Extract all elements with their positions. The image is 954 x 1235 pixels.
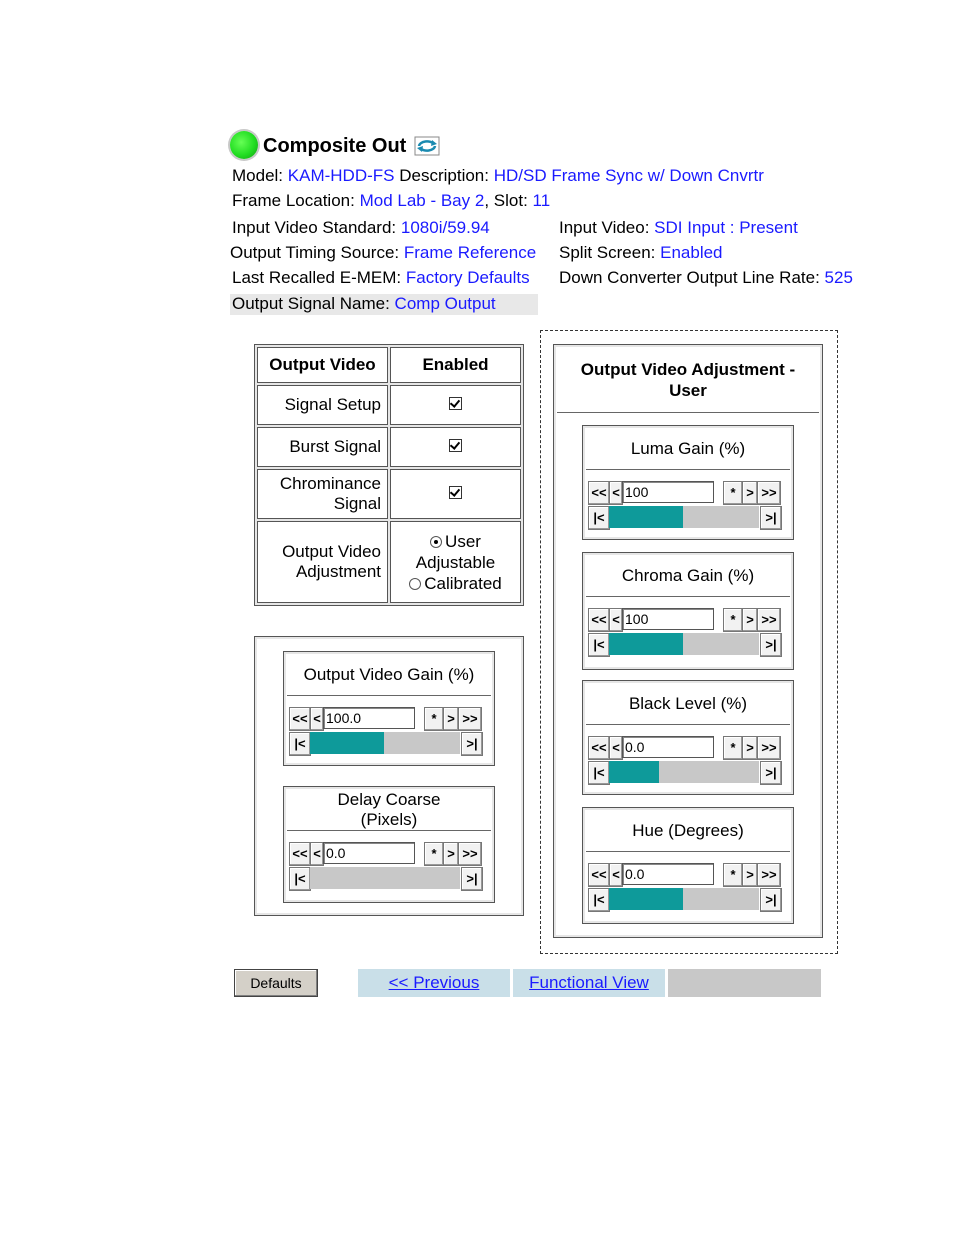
black-level-forward-button[interactable]: > <box>742 736 758 760</box>
description-value: HD/SD Frame Sync w/ Down Cnvrtr <box>493 166 764 185</box>
adjustment-title-line1: Output Video Adjustment - <box>580 360 796 379</box>
nav-spacer <box>668 969 821 997</box>
chroma-gain-fast-back-button[interactable]: << <box>588 608 610 632</box>
black-level-control <box>582 680 794 795</box>
output-video-gain-max-button[interactable]: >| <box>461 732 483 756</box>
delay-coarse-slider-track[interactable] <box>310 867 460 889</box>
black-level-title: Black Level (%) <box>586 684 790 725</box>
output-video-gain-value-input[interactable]: 100.0 <box>323 707 415 729</box>
input-standard-value: 1080i/59.94 <box>400 218 490 237</box>
calibrated-label: Calibrated <box>424 573 502 593</box>
hue-forward-button[interactable]: > <box>742 863 758 887</box>
slot-label: , Slot: <box>484 191 528 210</box>
input-standard-line <box>232 218 490 238</box>
luma-gain-slider-track[interactable] <box>609 506 759 528</box>
functional-view-nav-cell <box>513 969 665 997</box>
output-timing-line <box>230 243 536 263</box>
luma-gain-fast-forward-button[interactable]: >> <box>757 481 781 505</box>
delay-coarse-min-button[interactable]: |< <box>289 867 311 891</box>
output-video-gain-slider-fill <box>310 732 384 754</box>
chroma-gain-title: Chroma Gain (%) <box>586 556 790 597</box>
luma-gain-back-button[interactable]: < <box>609 481 623 505</box>
output-video-gain-fast-back-button[interactable]: << <box>289 707 311 731</box>
black-level-star-button[interactable]: * <box>723 736 743 760</box>
luma-gain-control <box>582 425 794 540</box>
black-level-max-button[interactable]: >| <box>760 761 782 785</box>
frame-location-value: Mod Lab - Bay 2 <box>359 191 485 210</box>
delay-coarse-max-button[interactable]: >| <box>461 867 483 891</box>
model-label: Model: <box>232 166 284 185</box>
frame-location-label: Frame Location: <box>232 191 355 210</box>
hue-fast-back-button[interactable]: << <box>588 863 610 887</box>
hue-slider-track[interactable] <box>609 888 759 910</box>
model-line <box>232 166 764 186</box>
split-screen-value: Enabled <box>660 243 723 262</box>
calibrated-option[interactable] <box>392 573 519 594</box>
delay-coarse-forward-button[interactable]: > <box>443 842 459 866</box>
input-video-value: SDI Input : Present <box>654 218 798 237</box>
hue-fast-forward-button[interactable]: >> <box>757 863 781 887</box>
output-video-gain-star-button[interactable]: * <box>424 707 444 731</box>
chroma-gain-fast-forward-button[interactable]: >> <box>757 608 781 632</box>
previous-nav-cell <box>358 969 510 997</box>
delay-coarse-fast-back-button[interactable]: << <box>289 842 311 866</box>
adjustment-options <box>390 521 521 603</box>
signal-setup-checkbox[interactable] <box>449 397 462 410</box>
hue-value-input[interactable]: 0.0 <box>622 863 714 885</box>
chrominance-label-line1: Chrominance <box>279 474 381 493</box>
user-adjustable-radio-icon[interactable] <box>430 536 442 548</box>
user-adjustable-option[interactable] <box>392 531 519 552</box>
user-option-line2: Adjustable <box>415 552 496 572</box>
down-converter-value: 525 <box>824 268 853 287</box>
adjustment-label-line1: Output Video <box>282 542 381 561</box>
down-converter-label: Down Converter Output Line Rate: <box>559 268 820 287</box>
input-video-label: Input Video: <box>559 218 650 237</box>
last-emem-line <box>232 268 530 288</box>
black-level-slider-track[interactable] <box>609 761 759 783</box>
chrominance-signal-checkbox[interactable] <box>449 486 462 499</box>
adjustment-title-line2: User <box>669 381 707 400</box>
chroma-gain-back-button[interactable]: < <box>609 608 623 632</box>
chrominance-signal-label <box>257 469 388 519</box>
chroma-gain-min-button[interactable]: |< <box>588 633 610 657</box>
black-level-min-button[interactable]: |< <box>588 761 610 785</box>
black-level-value-input[interactable]: 0.0 <box>622 736 714 758</box>
hue-title: Hue (Degrees) <box>586 811 790 852</box>
hue-min-button[interactable]: |< <box>588 888 610 912</box>
enabled-header: Enabled <box>390 347 521 383</box>
output-video-header: Output Video <box>257 347 388 383</box>
luma-gain-min-button[interactable]: |< <box>588 506 610 530</box>
signal-setup-label: Signal Setup <box>257 385 388 425</box>
chroma-gain-max-button[interactable]: >| <box>760 633 782 657</box>
delay-coarse-title <box>287 790 491 831</box>
luma-gain-value-input[interactable]: 100 <box>622 481 714 503</box>
delay-coarse-back-button[interactable]: < <box>310 842 324 866</box>
description-label: Description: <box>399 166 489 185</box>
output-video-gain-control <box>283 651 495 766</box>
hue-slider-fill <box>609 888 683 910</box>
hue-max-button[interactable]: >| <box>760 888 782 912</box>
output-video-gain-fast-forward-button[interactable]: >> <box>458 707 482 731</box>
chroma-gain-slider-fill <box>609 633 683 655</box>
hue-star-button[interactable]: * <box>723 863 743 887</box>
signal-name-label: Output Signal Name: <box>232 294 390 313</box>
burst-signal-label: Burst Signal <box>257 427 388 467</box>
delay-coarse-title-line1: Delay Coarse <box>337 790 441 809</box>
output-timing-value: Frame Reference <box>403 243 537 262</box>
previous-link[interactable]: << Previous <box>388 973 480 992</box>
delay-coarse-fast-forward-button[interactable]: >> <box>458 842 482 866</box>
last-emem-label: Last Recalled E-MEM: <box>232 268 402 287</box>
luma-gain-max-button[interactable]: >| <box>760 506 782 530</box>
signal-name-value: Comp Output <box>394 294 496 313</box>
delay-coarse-value-input[interactable]: 0.0 <box>323 842 415 864</box>
chroma-gain-forward-button[interactable]: > <box>742 608 758 632</box>
functional-view-link[interactable]: Functional View <box>529 973 649 992</box>
black-level-fast-back-button[interactable]: << <box>588 736 610 760</box>
chroma-gain-control <box>582 552 794 670</box>
luma-gain-fast-back-button[interactable]: << <box>588 481 610 505</box>
hue-control <box>582 807 794 924</box>
status-led-icon <box>230 131 258 159</box>
input-video-line <box>559 218 798 238</box>
luma-gain-forward-button[interactable]: > <box>742 481 758 505</box>
last-emem-value: Factory Defaults <box>405 268 530 287</box>
frame-location-line <box>232 191 550 211</box>
output-video-adjustment-label <box>257 521 388 603</box>
burst-signal-checkbox[interactable] <box>449 439 462 452</box>
chroma-gain-slider-track[interactable] <box>609 633 759 655</box>
down-converter-line <box>559 268 853 288</box>
signal-name-line <box>230 294 538 315</box>
input-standard-label: Input Video Standard: <box>232 218 397 237</box>
split-screen-line <box>559 243 723 263</box>
output-video-gain-title: Output Video Gain (%) <box>287 655 491 696</box>
black-level-back-button[interactable]: < <box>609 736 623 760</box>
calibrated-radio-icon[interactable] <box>409 578 421 590</box>
output-video-gain-min-button[interactable]: |< <box>289 732 311 756</box>
output-video-table <box>254 344 524 606</box>
delay-coarse-title-line2: (Pixels) <box>360 810 418 829</box>
user-option-line1: User <box>445 531 481 551</box>
chroma-gain-star-button[interactable]: * <box>723 608 743 632</box>
page-title: Composite Out <box>263 135 407 157</box>
defaults-button[interactable]: Defaults <box>234 969 318 997</box>
output-video-gain-slider-track[interactable] <box>310 732 460 754</box>
adjustment-label-line2: Adjustment <box>295 562 381 581</box>
slot-value: 11 <box>532 191 551 210</box>
hue-back-button[interactable]: < <box>609 863 623 887</box>
luma-gain-title: Luma Gain (%) <box>586 429 790 470</box>
delay-coarse-star-button[interactable]: * <box>424 842 444 866</box>
chroma-gain-value-input[interactable]: 100 <box>622 608 714 630</box>
black-level-fast-forward-button[interactable]: >> <box>757 736 781 760</box>
luma-gain-star-button[interactable]: * <box>723 481 743 505</box>
black-level-slider-fill <box>609 761 659 783</box>
output-video-gain-forward-button[interactable]: > <box>443 707 459 731</box>
output-video-adjustment-title <box>557 348 819 413</box>
output-video-gain-back-button[interactable]: < <box>310 707 324 731</box>
output-timing-label: Output Timing Source: <box>230 243 400 262</box>
chrominance-label-line2: Signal <box>333 494 381 513</box>
split-screen-label: Split Screen: <box>559 243 656 262</box>
model-value: KAM-HDD-FS <box>287 166 395 185</box>
refresh-icon[interactable] <box>414 136 440 156</box>
delay-coarse-control <box>283 786 495 903</box>
luma-gain-slider-fill <box>609 506 683 528</box>
